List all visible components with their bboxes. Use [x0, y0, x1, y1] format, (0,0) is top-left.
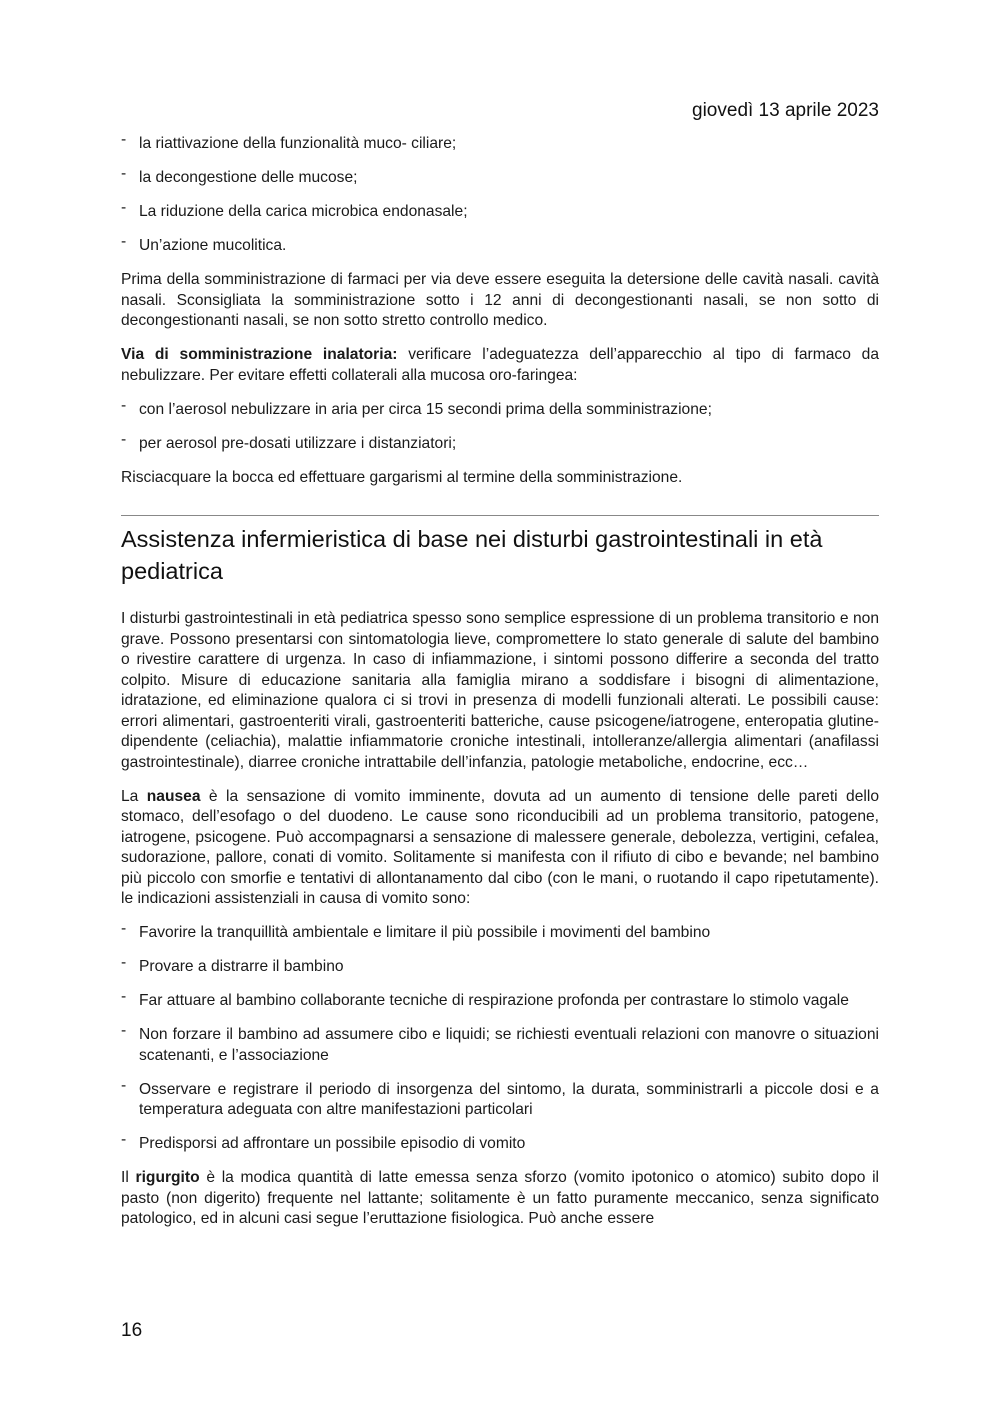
list-item-text: Non forzare il bambino ad assumere cibo e liquidi; se richiesti eventuali relazioni con manovre o situazioni scatenanti, e l’associazione: [139, 1026, 879, 1064]
paragraph-rigurgito: [121, 1168, 879, 1230]
dash-marker: -: [121, 1076, 127, 1094]
page-number: 16: [121, 1320, 143, 1341]
inhalation-text: verificare l’adeguatezza dell’apparecchio al tipo di farmaco da nebulizzare. Per evitare effetti collaterali alla mucosa oro-faringea:: [121, 346, 879, 384]
paragraph-rinse: Risciacquare la bocca ed effettuare gargarismi al termine della somministrazione.: [121, 468, 683, 486]
bullet-list-inhalation: [121, 396, 879, 455]
section-title: Assistenza infermieristica di base nei disturbi gastrointestinali in età pediatrica: [121, 526, 823, 584]
nausea-term: nausea: [146, 787, 201, 805]
dash-marker: -: [121, 165, 127, 182]
list-item: [121, 1076, 879, 1121]
bullet-list-nausea: [121, 920, 879, 1155]
dash-marker: -: [121, 1131, 127, 1148]
dash-marker: -: [121, 233, 127, 250]
dash-marker: -: [121, 954, 127, 971]
list-item: [121, 954, 879, 978]
page-content: [121, 131, 879, 1243]
list-item-text: per aerosol pre-dosati utilizzare i distanziatori;: [139, 434, 457, 452]
paragraph-nausea: [121, 787, 879, 910]
list-item-text: Favorire la tranquillità ambientale e limitare il più possibile i movimenti del bambino: [139, 924, 711, 941]
section-divider: [121, 515, 879, 516]
bullet-list-top: [121, 131, 879, 257]
list-item-text: la decongestione delle mucose;: [139, 169, 358, 186]
list-item: [121, 131, 879, 155]
dash-marker: -: [121, 131, 127, 148]
list-item: [121, 233, 879, 257]
list-item-text: Far attuare al bambino collaborante tecniche di respirazione profonda per contrastare lo stimolo vagale: [139, 992, 849, 1009]
header-date: giovedì 13 aprile 2023: [692, 100, 879, 121]
rigurgito-term: rigurgito: [135, 1169, 200, 1186]
inhalation-heading: Via di somministrazione inalatoria:: [121, 346, 398, 363]
document-page: [121, 0, 879, 1415]
list-item: [121, 199, 879, 223]
dash-marker: -: [121, 920, 127, 937]
list-item: [121, 430, 879, 455]
list-item-text: Osservare e registrare il periodo di insorgenza del sintomo, la durata, somministrarli a piccole dosi e a temperatura adeguata con altre manifestazioni particolari: [139, 1080, 879, 1118]
paragraph-intro: I disturbi gastrointestinali in età pediatrica spesso sono semplice espressione di un problema transitorio e non grave. Possono presentarsi con sintomatologia lieve, compromettere lo stato generale di salute del bambino o rivestire carattere di urgenza. In caso di infiammazione, i sintomi possono differire a seconda del tratto colpito. Misure di educazione sanitaria alla famiglia mirano a soddisfare i bisogni di alimentazione, idratazione, ed eliminazione qualora ci si trovi in presenza di modelli funzionali alterati. Le possibili cause: errori alimentari, gastroenteriti virali, gastroenteriti batteriche, cause psicogene/iatrogene, enteropatia glutine-dipendente (celiachia), malattie infiammatorie croniche intestinali, intolleranze/allergia alimentari (anafilassi gastrointestinale), diarree croniche intrattabile dell’infanzia, patologie metaboliche, endocrine, ecc…: [121, 610, 879, 771]
list-item: [121, 988, 879, 1012]
dash-marker: -: [121, 988, 127, 1005]
dash-marker: -: [121, 199, 127, 216]
list-item: [121, 920, 879, 944]
list-item-text: Predisporsi ad affrontare un possibile episodio di vomito: [139, 1135, 526, 1152]
list-item: [121, 1022, 879, 1066]
dash-marker: -: [121, 430, 127, 448]
list-item-text: Un’azione mucolitica.: [139, 237, 287, 254]
list-item-text: Provare a distrarre il bambino: [139, 958, 344, 975]
list-item: [121, 1131, 879, 1155]
list-item: [121, 165, 879, 189]
list-item-text: la riattivazione della funzionalità muco- ciliare;: [139, 135, 457, 152]
paragraph-inhalation: [121, 345, 879, 386]
list-item-text: La riduzione della carica microbica endonasale;: [139, 203, 468, 220]
nausea-prefix: La: [121, 787, 147, 805]
list-item-text: con l’aerosol nebulizzare in aria per circa 15 secondi prima della somministrazione;: [139, 400, 712, 418]
dash-marker: -: [121, 396, 127, 414]
rigurgito-prefix: Il: [121, 1169, 136, 1186]
rigurgito-text: è la modica quantità di latte emessa senza sforzo (vomito ipotonico o atomico) subito dopo il pasto (non digerito) frequente nel lattante; solitamente è un fatto puramente meccanico, senza significato patologico, ed in alcuni casi segue l’eruttazione fisiologica. Può anche essere: [121, 1169, 879, 1227]
dash-marker: -: [121, 1022, 127, 1039]
nausea-text: è la sensazione di vomito imminente, dovuta ad un aumento di tensione delle pareti dello stomaco, dell’esofago o del duodeno. Le cause sono riconducibili ad un problema transitorio, patogene, iatrogene, psicogene. Può accompagnarsi a sensazione di malessere generale, debolezza, vertigini, cefalea, sudorazione, pallore, conati di vomito. Solitamente si manifesta con il rifiuto di cibo e bevande; nel bambino più piccolo con smorfie e tentativi di allontanamento dal cibo (con le mani, o ruotando il capo ripetutamente). le indicazioni assistenziali in causa di vomito sono:: [121, 787, 879, 907]
paragraph-nasal: Prima della somministrazione di farmaci per via deve essere eseguita la detersione delle cavità nasali. cavità nasali. Sconsigliata la somministrazione sotto i 12 anni di decongestionanti nasali, se non sotto di decongestionanti nasali, se non sotto stretto controllo medico.: [121, 271, 879, 329]
list-item: [121, 396, 879, 421]
